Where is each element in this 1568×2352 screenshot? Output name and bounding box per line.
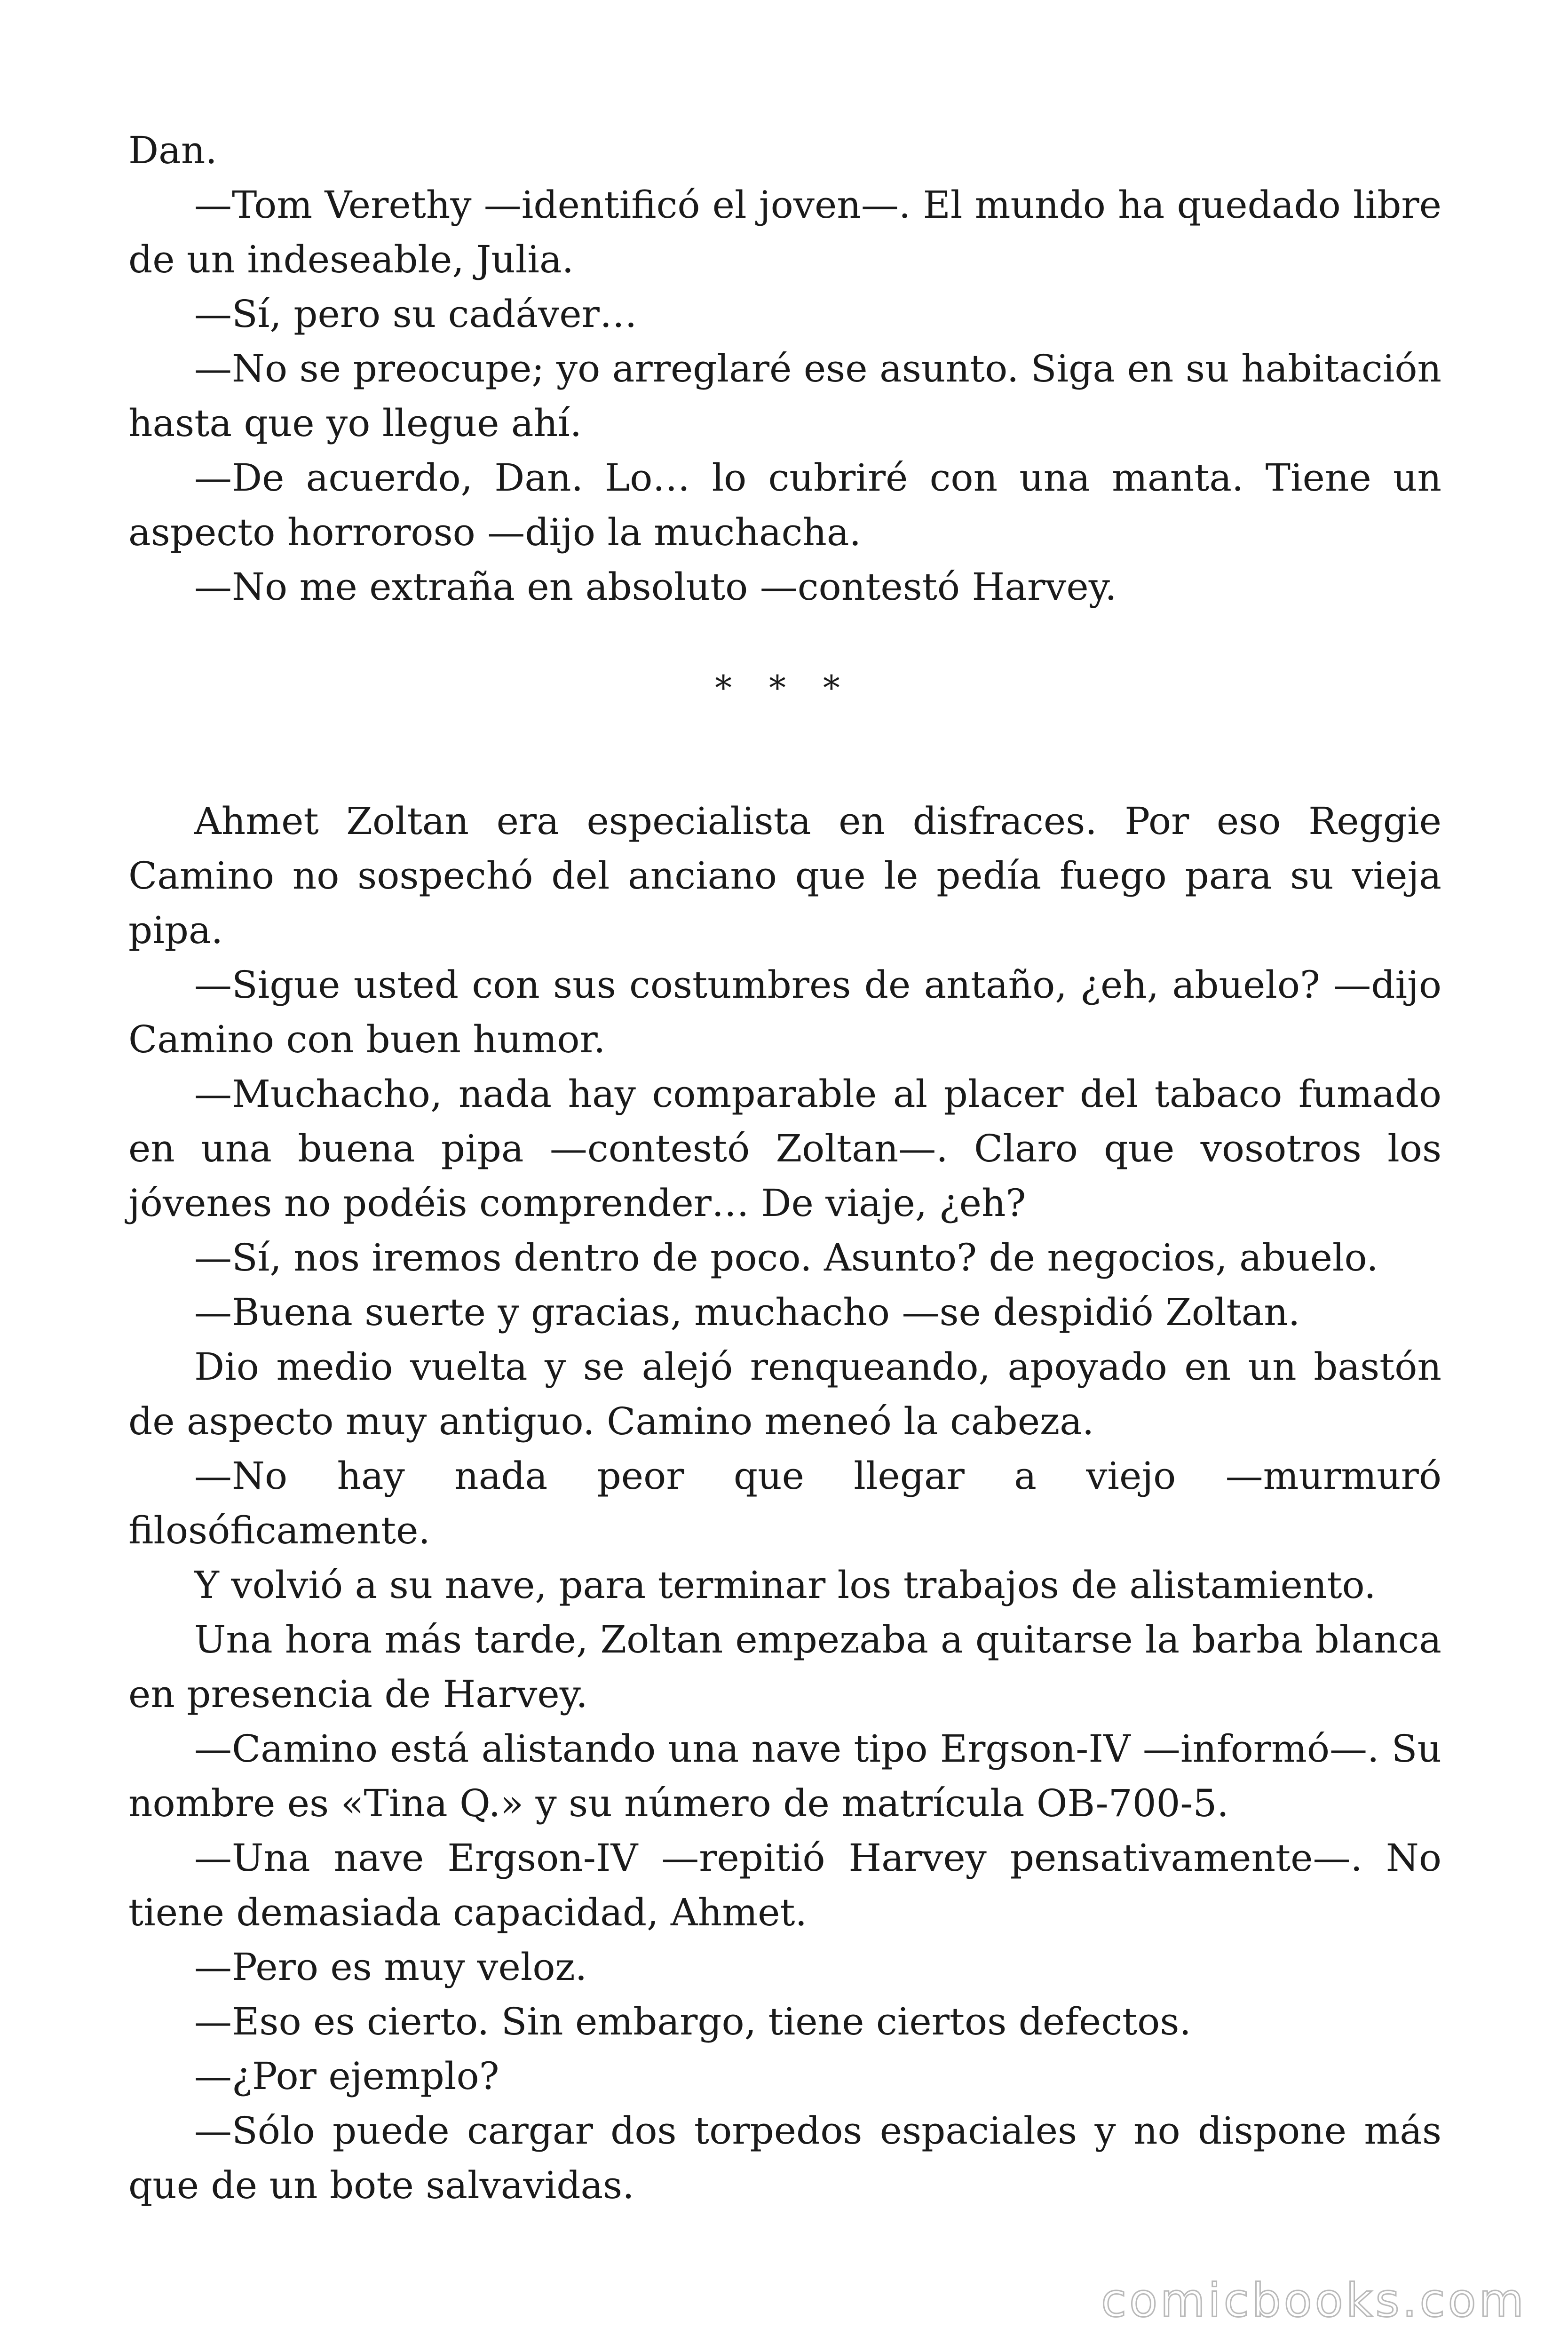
paragraph: Y volvió a su nave, para terminar los trabajos de alistamiento. xyxy=(194,1563,1376,1607)
paragraph: —Sí, pero su cadáver… xyxy=(194,292,637,336)
paragraph: —De acuerdo, Dan. Lo… lo cubriré con una manta. Tiene un aspecto horroroso —dijo la muchacha. xyxy=(128,456,1441,554)
paragraph: —Camino está alistando una nave tipo Ergson-IV —informó—. Su nombre es «Tina Q.» y su número de matrícula OB-700-5. xyxy=(128,1727,1441,1825)
paragraph: —Buena suerte y gracias, muchacho —se despidió Zoltan. xyxy=(194,1290,1300,1334)
paragraph: —Sí, nos iremos dentro de poco. Asunto? de negocios, abuelo. xyxy=(194,1236,1378,1279)
watermark: comicbooks.com xyxy=(1101,2274,1527,2328)
paragraph: —No se preocupe; yo arreglaré ese asunto. Siga en su habitación hasta que yo llegue ahí. xyxy=(128,347,1441,445)
paragraph: —No hay nada peor que llegar a viejo —murmuró filosóficamente. xyxy=(128,1454,1441,1552)
paragraph: Dio medio vuelta y se alejó renqueando, apoyado en un bastón de aspecto muy antiguo. Camino meneó la cabeza. xyxy=(128,1345,1441,1443)
text-block-bottom xyxy=(128,794,1441,2213)
paragraph: —Tom Verethy —identificó el joven—. El mundo ha quedado libre de un indeseable, Julia. xyxy=(128,183,1441,281)
paragraph: —¿Por ejemplo? xyxy=(194,2054,499,2098)
paragraph: —No me extraña en absoluto —contestó Harvey. xyxy=(194,565,1117,609)
paragraph: Una hora más tarde, Zoltan empezaba a quitarse la barba blanca en presencia de Harvey. xyxy=(128,1618,1441,1716)
paragraph: Dan. xyxy=(128,128,217,172)
scene-break-asterisks: * * * xyxy=(715,668,853,707)
paragraph: —Sólo puede cargar dos torpedos espaciales y no dispone más que de un bote salvavidas. xyxy=(128,2109,1441,2207)
paragraph: —Eso es cierto. Sin embargo, tiene ciertos defectos. xyxy=(194,2000,1191,2043)
paragraph: —Una nave Ergson-IV —repitió Harvey pensativamente—. No tiene demasiada capacidad, Ahmet. xyxy=(128,1836,1441,1934)
paragraph: —Muchacho, nada hay comparable al placer del tabaco fumado en una buena pipa —contestó Zoltan—. Claro que vosotros los jóvenes no podéis comprender… De viaje, ¿eh? xyxy=(128,1072,1441,1225)
text-block-top xyxy=(128,123,1441,614)
paragraph: Ahmet Zoltan era especialista en disfraces. Por eso Reggie Camino no sospechó del anciano que le pedía fuego para su vieja pipa. xyxy=(128,799,1441,952)
paragraph: —Pero es muy veloz. xyxy=(194,1945,587,1989)
paragraph: —Sigue usted con sus costumbres de antaño, ¿eh, abuelo? —dijo Camino con buen humor. xyxy=(128,963,1441,1061)
